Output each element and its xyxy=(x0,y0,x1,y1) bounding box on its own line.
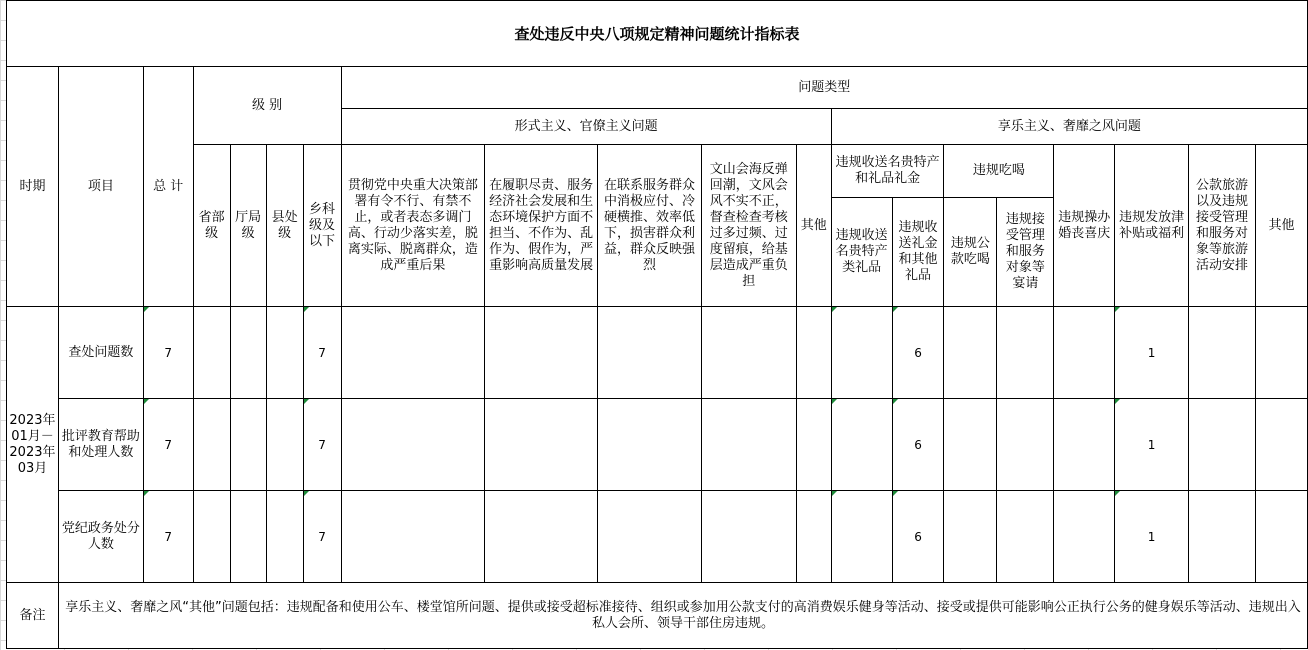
period-value: 2023年01月－2023年03月 xyxy=(7,307,59,583)
header-item: 项目 xyxy=(58,67,143,307)
header-formalism-col-2: 在履职尽责、服务经济社会发展和生态环境保护方面不担当、不作为、乱作为、假作为，严重影响高质量发展 xyxy=(485,145,598,307)
row-township: 7 xyxy=(303,399,341,491)
header-hedonism: 享乐主义、奢靡之风问题 xyxy=(831,109,1307,145)
header-gift-group: 违规收送名贵特产和礼品礼金 xyxy=(831,145,944,198)
row-township: 7 xyxy=(303,307,341,399)
row-total: 7 xyxy=(143,491,193,583)
table-title: 查处违反中央八项规定精神问题统计指标表 xyxy=(7,1,1308,67)
header-dining-public: 违规公款吃喝 xyxy=(944,198,997,307)
header-public-travel: 公款旅游以及违规接受管理和服务对象等旅游活动安排 xyxy=(1189,145,1256,307)
row-label: 批评教育帮助和处理人数 xyxy=(58,399,143,491)
row-gift-money: 6 xyxy=(892,491,944,583)
header-formalism-col-3: 在联系服务群众中消极应付、冷硬横推、效率低下，损害群众利益，群众反映强烈 xyxy=(598,145,702,307)
remark-text: 享乐主义、奢靡之风“其他”问题包括：违规配备和使用公车、楼堂馆所问题、提供或接受超标准接待、组织或参加用公款支付的高消费娱乐健身等活动、接受或提供可能影响公正执行公务的健身娱乐等活动、违规出入私人会所、领导干部住房违规。 xyxy=(58,583,1307,649)
header-level-county: 县处级 xyxy=(266,145,303,307)
header-level-province: 省部级 xyxy=(193,145,230,307)
header-gift-specialty: 违规收送名贵特产类礼品 xyxy=(831,198,892,307)
row-label: 查处问题数 xyxy=(58,307,143,399)
row-label: 党纪政务处分人数 xyxy=(58,491,143,583)
header-level-bureau: 厅局级 xyxy=(230,145,266,307)
header-formalism: 形式主义、官僚主义问题 xyxy=(341,109,831,145)
table-row xyxy=(7,399,1308,491)
header-level-township: 乡科级及以下 xyxy=(303,145,341,307)
header-total: 总 计 xyxy=(143,67,193,307)
header-problem-type: 问题类型 xyxy=(341,67,1308,109)
row-allowance: 1 xyxy=(1115,307,1189,399)
remark-label: 备注 xyxy=(7,583,59,649)
statistics-table xyxy=(6,0,1308,649)
table-row xyxy=(7,307,1308,399)
header-period: 时期 xyxy=(7,67,59,307)
row-allowance: 1 xyxy=(1115,399,1189,491)
header-wedding-funeral: 违规操办婚丧喜庆 xyxy=(1054,145,1115,307)
header-dining-banquet: 违规接受管理和服务对象等宴请 xyxy=(997,198,1054,307)
header-hedonism-other: 其他 xyxy=(1255,145,1307,307)
row-allowance: 1 xyxy=(1115,491,1189,583)
header-formalism-col-4: 文山会海反弹回潮，文风会风不实不正，督查检查考核过多过频、过度留痕，给基层造成严重负担 xyxy=(701,145,796,307)
header-dining-group: 违规吃喝 xyxy=(944,145,1054,198)
row-township: 7 xyxy=(303,491,341,583)
header-formalism-col-1: 贯彻党中央重大决策部署有令不行、有禁不止，或者表态多调门高、行动少落实差，脱离实际、脱离群众，造成严重后果 xyxy=(341,145,485,307)
table-row xyxy=(7,491,1308,583)
row-gift-money: 6 xyxy=(892,307,944,399)
header-formalism-other: 其他 xyxy=(796,145,831,307)
row-total: 7 xyxy=(143,399,193,491)
header-allowance: 违规发放津补贴或福利 xyxy=(1115,145,1189,307)
header-gift-money: 违规收送礼金和其他礼品 xyxy=(892,198,944,307)
header-level: 级 别 xyxy=(193,67,341,145)
row-total: 7 xyxy=(143,307,193,399)
row-gift-money: 6 xyxy=(892,399,944,491)
